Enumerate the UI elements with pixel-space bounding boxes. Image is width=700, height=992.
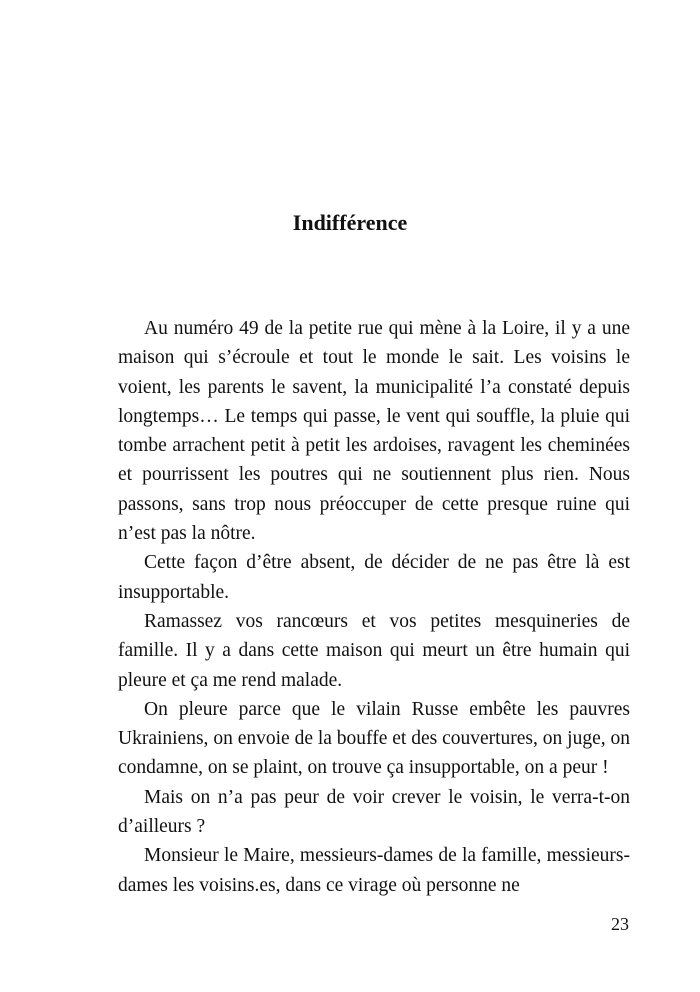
page-number: 23 — [611, 914, 629, 934]
paragraph: Ramassez vos rancœurs et vos petites mesquineries de famille. Il y a dans cette maison qui meurt un être humain qui pleure et ça me rend malade. — [118, 610, 630, 691]
paragraph: Cette façon d’être absent, de décider de ne pas être là est insupportable. — [118, 552, 630, 603]
paragraph: Monsieur le Maire, messieurs-dames de la famille, messieurs-dames les voisins.es, dans ce virage où personne ne — [118, 845, 630, 896]
paragraph: Mais on n’a pas peur de voir crever le voisin, le verra-t-on d’ailleurs ? — [118, 786, 630, 838]
paragraph: Au numéro 49 de la petite rue qui mène à la Loire, il y a une maison qui s’écroule et tout le monde le sait. Les voisins le voient, les parents le savent, la municipalité l’a constaté depuis longtemps… Le temps qui passe, le vent qui souffle, la pluie qui tombe arrachent petit à petit les ardoises, ravagent les cheminées et pourrissent les poutres qui ne soutiennent plus rien. Nous passons, sans trop nous préoccuper de cette presque ruine qui n’est pas la nôtre. — [118, 318, 630, 545]
paragraph: On pleure parce que le vilain Russe embête les pauvres Ukrainiens, on envoie de la bouffe et des couvertures, on juge, on condamne, on se plaint, on trouve ça insupportable, on a peur ! — [118, 698, 630, 779]
body-text — [118, 314, 630, 900]
chapter-title: Indifférence — [292, 210, 408, 235]
